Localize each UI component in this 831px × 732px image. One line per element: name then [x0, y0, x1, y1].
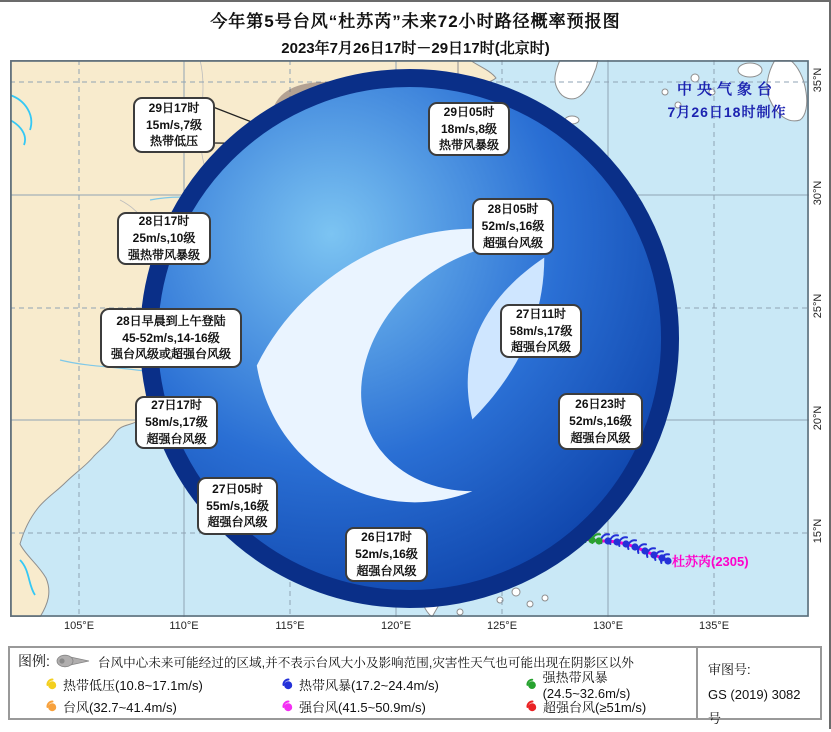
legend-item-label: 热带低压(10.8~17.1m/s)	[63, 677, 203, 693]
callout-line: 29日17时	[148, 100, 200, 115]
legend-panel	[8, 646, 698, 720]
page-title	[0, 7, 831, 58]
legend-item	[282, 695, 526, 717]
callout-line: 28日早晨到上午登陆	[116, 313, 226, 328]
lat-label: 25°N	[812, 293, 824, 319]
cone-icon	[56, 653, 92, 669]
lon-label: 115°E	[275, 620, 305, 632]
callout-line: 热带风暴级	[438, 138, 499, 153]
storm-level-icon	[526, 677, 538, 691]
legend-item-label: 热带风暴(17.2~24.4m/s)	[299, 677, 439, 693]
legend-item	[282, 673, 526, 695]
callout-line: 强热带风暴级	[127, 247, 200, 262]
legend-item	[46, 673, 282, 695]
callout-line: 18m/s,8级	[440, 121, 498, 136]
approval-label: 审图号:	[708, 662, 751, 677]
lat-label: 30°N	[812, 180, 824, 206]
legend-item-label: 强热带风暴(24.5~32.6m/s)	[542, 670, 631, 701]
callout-c-27-05	[197, 477, 278, 535]
callout-line: 超强台风级	[356, 563, 417, 578]
storm-level-icon	[46, 677, 58, 691]
callout-line: 超强台风级	[482, 235, 543, 250]
callout-line: 28日17时	[138, 214, 190, 229]
legend-item-label: 强台风(41.5~50.9m/s)	[299, 699, 426, 715]
callout-line: 超强台风级	[207, 515, 268, 530]
callout-line: 52m/s,16级	[481, 219, 545, 234]
legend-item-label: 台风(32.7~41.4m/s)	[63, 699, 177, 715]
callout-c-28-17	[117, 212, 211, 265]
callout-line: 26日17时	[361, 530, 412, 545]
callout-line: 28日05时	[487, 202, 539, 217]
callout-line: 52m/s,16级	[355, 547, 418, 562]
callout-c-28-05	[472, 198, 554, 255]
callout-c-26-17	[345, 527, 428, 582]
lon-label: 120°E	[380, 620, 412, 632]
callout-c-28-landfall	[100, 308, 242, 368]
legend-label: 图例:	[18, 653, 50, 669]
callout-line: 27日05时	[212, 481, 263, 496]
legend-items	[46, 670, 690, 717]
lat-label: 20°N	[812, 405, 824, 431]
approval-number: GS (2019) 3082号	[708, 686, 801, 727]
callout-line: 15m/s,7级	[145, 117, 203, 132]
callout-line: 26日23时	[575, 397, 626, 412]
callout-line: 热带低压	[149, 134, 198, 149]
callout-line: 27日17时	[151, 398, 202, 413]
lat-label: 35°N	[812, 67, 824, 93]
storm-level-icon	[46, 699, 58, 713]
callout-c-27-11	[500, 304, 582, 358]
callout-line: 58m/s,17级	[145, 415, 208, 430]
callout-line: 强台风级或超强台风级	[110, 347, 231, 362]
legend-item	[526, 695, 690, 717]
map-approval-box	[698, 646, 822, 727]
credit-agency: 中央气象台	[676, 81, 777, 98]
storm-name-label: 杜苏芮(2305)	[672, 554, 749, 569]
callout-line: 超强台风级	[146, 431, 207, 446]
callout-c-29-17	[133, 97, 215, 153]
lon-label: 135°E	[698, 620, 730, 632]
callout-c-27-17	[135, 396, 218, 449]
callout-line: 55m/s,16级	[206, 498, 269, 513]
callout-line: 58m/s,17级	[509, 323, 573, 338]
lon-label: 105°E	[63, 620, 95, 632]
legend-item-label: 超强台风(≥51m/s)	[543, 699, 647, 715]
callout-line: 27日11时	[515, 306, 567, 321]
storm-level-icon	[282, 677, 294, 691]
callout-line: 超强台风级	[510, 340, 571, 355]
callout-line: 52m/s,16级	[569, 414, 632, 429]
storm-level-icon	[282, 699, 294, 713]
title-line1: 今年第5号台风“杜苏芮”未来72小时路径概率预报图	[210, 12, 621, 31]
legend-item	[46, 695, 282, 717]
callout-c-29-05	[428, 102, 510, 156]
lat-label: 15°N	[812, 518, 824, 544]
lon-label: 110°E	[169, 620, 199, 632]
callout-line: 45-52m/s,14-16级	[122, 330, 220, 345]
credit-time: 7月26日18时制作	[667, 104, 787, 120]
title-line2: 2023年7月26日17时－29日17时(北京时)	[281, 40, 550, 57]
callout-c-26-23	[558, 393, 643, 450]
storm-level-icon	[526, 699, 538, 713]
legend-item	[526, 670, 690, 701]
callout-line: 29日05时	[443, 104, 495, 119]
callout-line: 超强台风级	[570, 430, 631, 445]
legend-cone-text: 台风中心未来可能经过的区域,并不表示台风大小及影响范围,灾害性天气也可能出现在阴影区以外	[97, 655, 634, 670]
callout-line: 25m/s,10级	[132, 231, 196, 246]
lon-label: 130°E	[592, 620, 624, 632]
lon-label: 125°E	[486, 620, 518, 632]
